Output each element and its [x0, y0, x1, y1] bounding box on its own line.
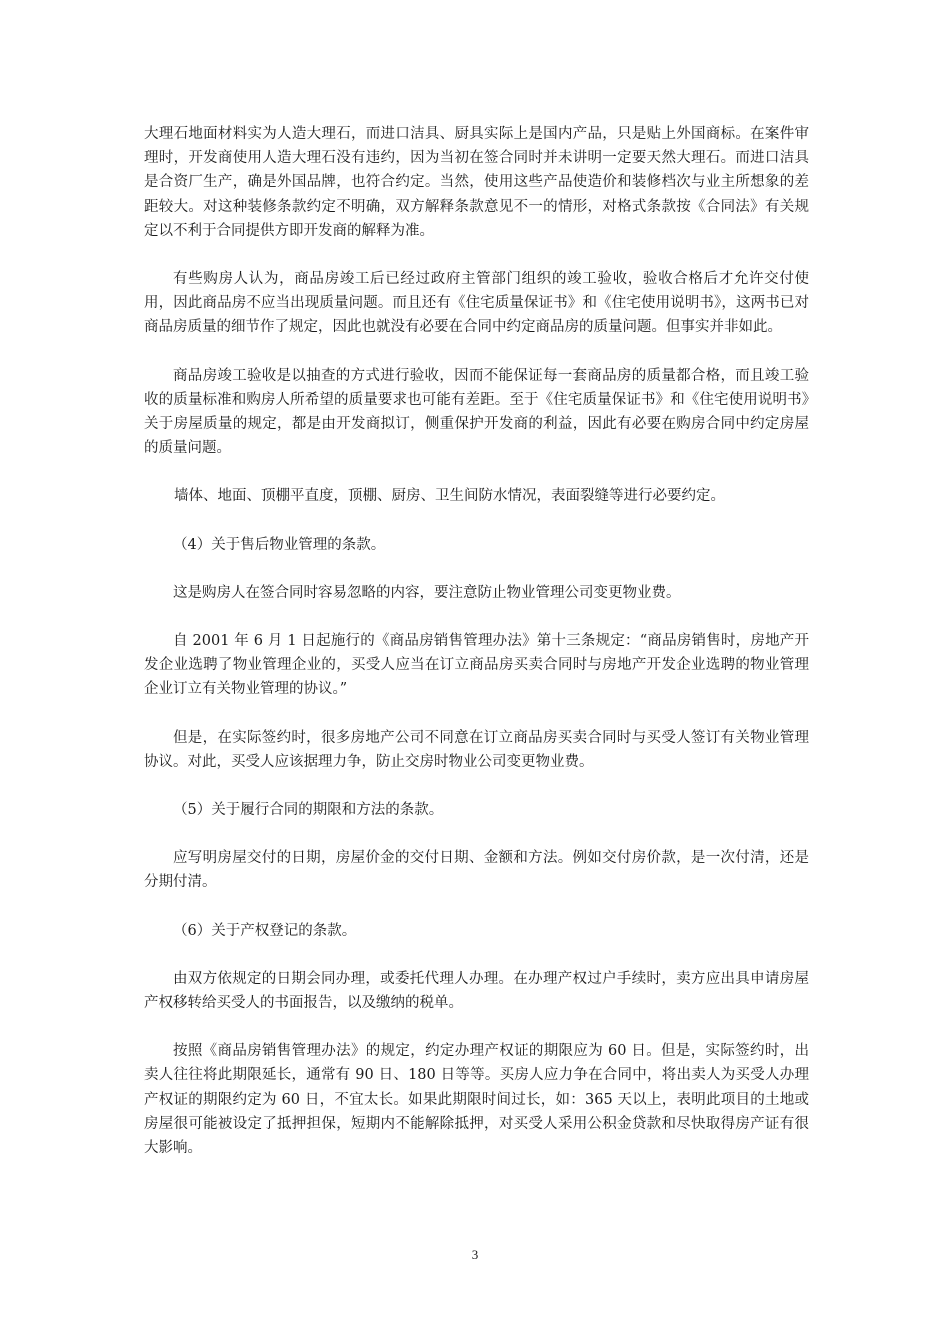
paragraph-4: 墙体、地面、顶棚平直度，顶棚、厨房、卫生间防水情况，表面裂缝等进行必要约定。 — [174, 488, 725, 505]
paragraph-8: 应写明房屋交付的日期，房屋价金的交付日期、金额和方法。例如交付房价款，是一次付清，还是分期付清。 — [144, 850, 809, 891]
paragraph-3: 商品房竣工验收是以抽查的方式进行验收，因而不能保证每一套商品房的质量都合格，而且竣工验收的质量标准和购房人所希望的质量要求也可能有差距。至于《住宅质量保证书》和《住宅使用说明书》关于房屋质量的规定，都是由开发商拟订，侧重保护开发商的利益，因此有必要在购房合同中约定房屋的质量问题。 — [144, 367, 809, 457]
paragraph-gap — [144, 243, 809, 267]
page-number: 3 — [471, 1247, 479, 1262]
paragraph-6: 自 2001 年 6 月 1 日起施行的《商品房销售管理办法》第十三条规定：“商品房销售时，房地产开发企业选聘了物业管理企业的，买受人应当在订立商品房买卖合同时与房地产开发企业选聘的物业管理企业订立有关物业管理的协议。” — [144, 633, 809, 698]
paragraph-gap — [144, 822, 809, 846]
paragraph-gap — [144, 340, 809, 364]
paragraph-2: 有些购房人认为，商品房竣工后已经过政府主管部门组织的竣工验收，验收合格后才允许交付使用，因此商品房不应当出现质量问题。而且还有《住宅质量保证书》和《住宅使用说明书》，这两书已对商品房质量的细节作了规定，因此也就没有必要在合同中约定商品房的质量问题。但事实并非如此。 — [144, 271, 809, 336]
section-heading-5: （5）关于履行合同的期限和方法的条款。 — [173, 802, 444, 819]
paragraph-7: 但是，在实际签约时，很多房地产公司不同意在订立商品房买卖合同时与买受人签订有关物业管理协议。对此，买受人应该据理力争，防止交房时物业公司变更物业费。 — [144, 729, 809, 770]
paragraph-gap — [144, 702, 809, 726]
paragraph-9: 由双方依规定的日期会同办理，或委托代理人办理。在办理产权过户手续时，卖方应出具申请房屋产权移转给买受人的书面报告，以及缴纳的税单。 — [144, 970, 809, 1012]
paragraph-gap — [144, 895, 809, 919]
section-heading-4: （4）关于售后物业管理的条款。 — [173, 536, 386, 553]
document-body — [144, 122, 809, 1160]
section-heading-6: （6）关于产权登记的条款。 — [173, 922, 357, 939]
paragraph-5: 这是购房人在签合同时容易忽略的内容，要注意防止物业管理公司变更物业费。 — [173, 584, 681, 601]
paragraph-gap — [144, 943, 809, 967]
paragraph-gap — [144, 460, 809, 484]
paragraph-gap — [144, 509, 809, 533]
paragraph-gap — [144, 605, 809, 629]
paragraph-1: 大理石地面材料实为人造大理石，而进口洁具、厨具实际上是国内产品，只是贴上外国商标。在案件审理时，开发商使用人造大理石没有违约，因为当初在签合同时并未讲明一定要天然大理石。而进口洁具是合资厂生产，确是外国品牌，也符合约定。当然，使用这些产品使造价和装修档次与业主所想象的差距较大。对这种装修条款约定不明确，双方解释条款意见不一的情形，对格式条款按《合同法》有关规定以不利于合同提供方即开发商的解释为准。 — [144, 126, 809, 239]
paragraph-gap — [144, 774, 809, 798]
paragraph-10: 按照《商品房销售管理办法》的规定，约定办理产权证的期限应为 60 日。但是，实际签约时，出卖人往往将此期限延长，通常有 90 日、180 日等等。买房人应力争在合同中，将出卖人为买受人办理产权证的期限约定为 60 日，不宜太长。如果此期限时间过长，如：365 天以上，表明此项目的土地或房屋很可能被设定了抵押担保，短期内不能解除抵押，对买受人采用公积金贷款和尽快取得房产证有很大影响。 — [144, 1043, 809, 1157]
paragraph-gap — [144, 557, 809, 581]
paragraph-gap — [144, 1015, 809, 1039]
